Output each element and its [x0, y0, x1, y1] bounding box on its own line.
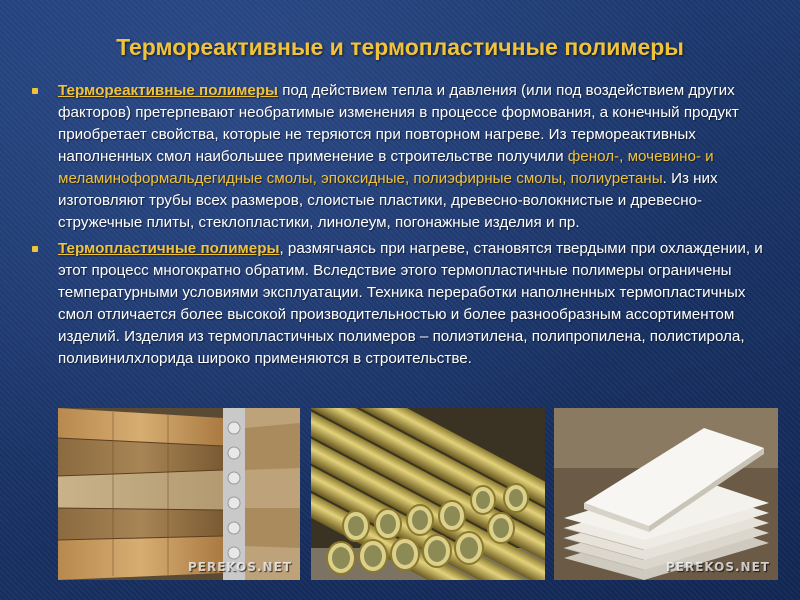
photo-wall-panels: [58, 408, 300, 580]
wall-panels-image: [58, 408, 300, 580]
slide-title: Термореактивные и термопластичные полимеры: [116, 34, 684, 60]
paragraph-text: , размягчаясь при нагреве, становятся твердыми при охлаждении, и этот процесс многократно обратим. Вследствие этого термопластичные полимеры ограничены температурными условиями эксплуатации. Техника переработки наполненных термопластичных смол отличается более высокой производительностью и более разнообразным ассортиментом изделий. Изделия из термопластичных полимеров – полиэтилена, полипропилена, полистирола, поливинилхлорида широко применяются в строительстве.: [58, 240, 763, 367]
watermark: PEREKOS.NET: [187, 560, 292, 574]
paragraph-thermoplastic: [28, 238, 784, 370]
paragraph-thermosetting: [28, 80, 784, 234]
term-thermosetting: Термореактивные полимеры: [58, 82, 279, 99]
photo-pipes: [311, 408, 545, 580]
bullet-icon: [32, 246, 38, 252]
slide-body: [28, 80, 784, 374]
watermark: PEREKOS.NET: [665, 560, 770, 574]
photo-boards: [554, 408, 778, 580]
term-thermoplastic: Термопластичные полимеры: [58, 240, 280, 257]
paragraph-text: . Из них изготовляют трубы всех размеров, слоистые пластики, древесно-волокнистые и древесно-стружечные плиты, стеклопластики, линолеум, погонажные изделия и пр.: [58, 170, 718, 231]
bullet-icon: [32, 88, 38, 94]
highlight-resins: фенол-, мочевино- и меламиноформальдегидные смолы, эпоксидные, полиэфирные смолы, полиуретаны: [58, 148, 714, 187]
pipes-image: [311, 408, 545, 580]
paragraph-text: под действием тепла и давления (или под воздействием других факторов) претерпевают необратимые изменения в процессе формования, а конечный продукт приобретает свойства, которые не теряются при повторном нагреве. Из термореактивных наполненных смол наибольшее применение в строительстве получили: [58, 82, 739, 165]
boards-image: [554, 408, 778, 580]
